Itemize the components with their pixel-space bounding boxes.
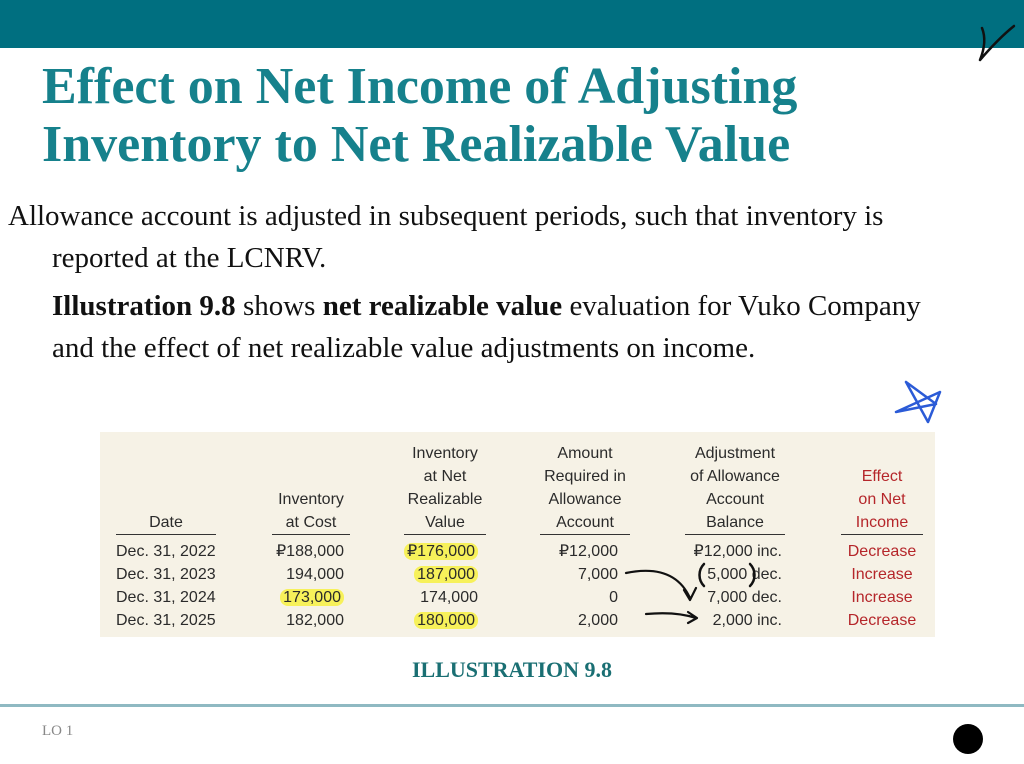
table-cell: Increase (851, 589, 913, 606)
table-cell: 2,000 (577, 612, 618, 629)
star-icon (896, 382, 940, 422)
table-cell: 5,000 dec. (707, 566, 782, 583)
highlighted-cell: ₽176,000 (404, 543, 478, 560)
para2-text-b: evaluation for Vuko Company and the effect of net realizable value adjustments on income. (52, 290, 921, 364)
table-cell: ₽188,000 (275, 543, 344, 560)
header-nrv: Inventory at Net Realizable Value (407, 445, 483, 531)
table-cell: 2,000 inc. (712, 612, 782, 629)
table-cell: Dec. 31, 2023 (116, 566, 216, 583)
table-cell: ₽12,000 (558, 543, 618, 560)
highlighted-cell: 180,000 (414, 612, 478, 629)
header-adjustment: Adjustment of Allowance Account Balance (690, 445, 780, 531)
header-amount: Amount Required in Allowance Account (544, 445, 626, 531)
arrow-icon (646, 612, 697, 623)
table-cell: Increase (851, 566, 913, 583)
table-cell: ₽12,000 inc. (693, 543, 782, 560)
nrv-term: net realizable value (322, 290, 563, 322)
highlighted-cell: 187,000 (414, 566, 478, 583)
table-cell: 194,000 (286, 566, 344, 583)
table-cell: 0 (609, 589, 618, 606)
table-cell: Decrease (847, 543, 917, 560)
table-cell: Dec. 31, 2024 (116, 589, 216, 606)
arrow-icon (626, 571, 696, 600)
table-cell: 174,000 (420, 589, 478, 606)
title-line-2: Inventory to Net Realizable Value (42, 116, 791, 173)
table-cell: 182,000 (286, 612, 344, 629)
illustration-ref: Illustration 9.8 (52, 290, 236, 322)
header-date: Date (149, 514, 183, 531)
table-cell: Decrease (847, 612, 917, 629)
highlighted-cell: 173,000 (280, 589, 344, 606)
table-cell: Dec. 31, 2022 (116, 543, 216, 560)
illustration-caption: ILLUSTRATION 9.8 (411, 657, 613, 682)
para2-text-a: shows (235, 290, 323, 322)
title-line-1: Effect on Net Income of Adjusting (42, 58, 798, 115)
bracket-right-icon (750, 564, 755, 586)
table-cell: Dec. 31, 2025 (116, 612, 216, 629)
table-cell: 7,000 (577, 566, 618, 583)
table-cell: 7,000 dec. (707, 589, 782, 606)
body-paragraph-1: Allowance account is adjusted in subsequent periods, such that inventory is reported at the LCNRV. (8, 200, 884, 274)
checkmark-icon (980, 26, 1014, 60)
learning-objective-label: LO 1 (42, 723, 74, 739)
header-effect: Effect on Net Income (855, 468, 909, 531)
header-cost: Inventory at Cost (278, 491, 344, 531)
bracket-left-icon (700, 564, 705, 586)
